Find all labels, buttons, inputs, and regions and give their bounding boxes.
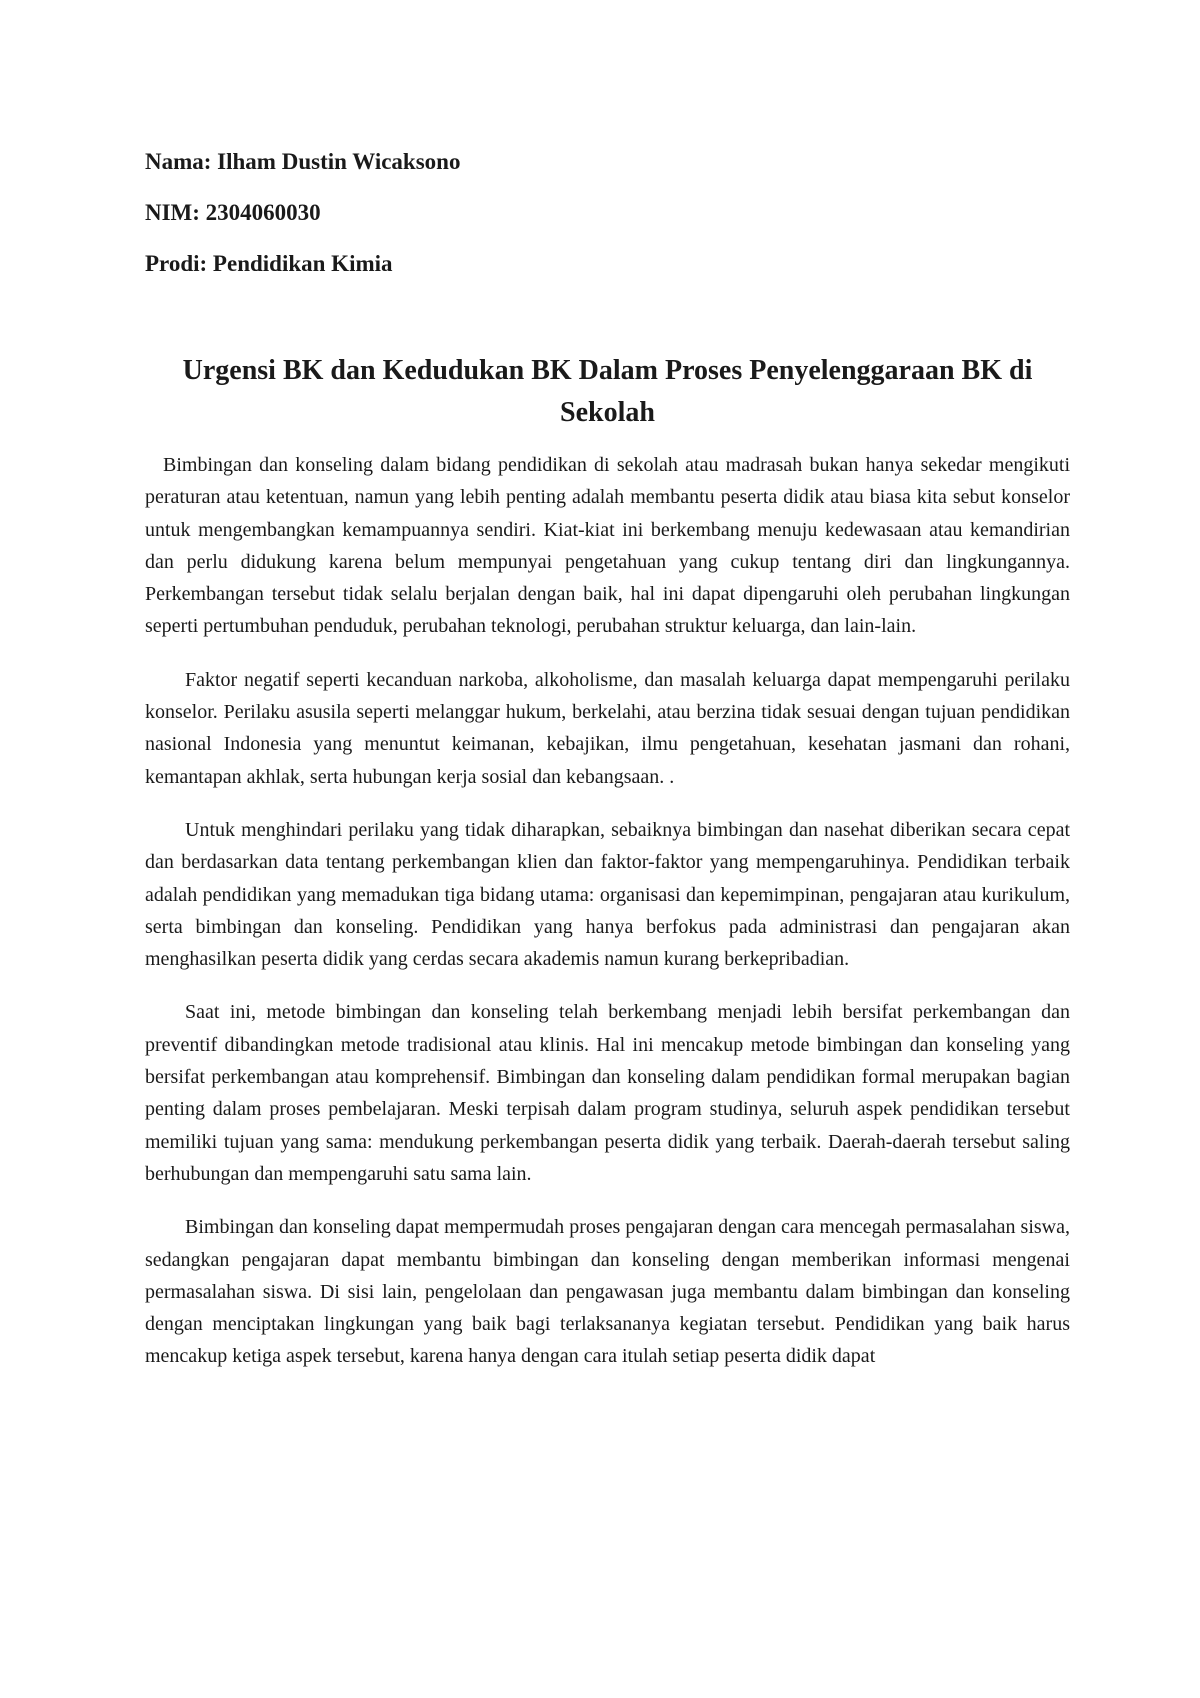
student-name: Nama: Ilham Dustin Wicaksono — [145, 149, 461, 174]
document-body — [145, 449, 1070, 1373]
student-prodi: Prodi: Pendidikan Kimia — [145, 251, 393, 276]
paragraph-4: Saat ini, metode bimbingan dan konseling telah berkembang menjadi lebih bersifat perkembangan dan preventif dibandingkan metode tradisional atau klinis. Hal ini mencakup metode bimbingan dan konseling yang bersifat perkembangan atau komprehensif. Bimbingan dan konseling dalam pendidikan formal merupakan bagian penting dalam proses pembelajaran. Meski terpisah dalam program studinya, seluruh aspek pendidikan tersebut memiliki tujuan yang sama: mendukung perkembangan peserta didik yang terbaik. Daerah-daerah tersebut saling berhubungan dan mempengaruhi satu sama lain. — [145, 1001, 1070, 1185]
paragraph-3: Untuk menghindari perilaku yang tidak diharapkan, sebaiknya bimbingan dan nasehat diberikan secara cepat dan berdasarkan data tentang perkembangan klien dan faktor-faktor yang mempengaruhinya. Pendidikan terbaik adalah pendidikan yang memadukan tiga bidang utama: organisasi dan kepemimpinan, pengajaran atau kurikulum, serta bimbingan dan konseling. Pendidikan yang hanya berfokus pada administrasi dan pengajaran akan menghasilkan peserta didik yang cerdas secara akademis namun kurang berkepribadian. — [145, 818, 1070, 971]
student-info — [145, 148, 1045, 301]
student-nim: NIM: 2304060030 — [145, 200, 321, 225]
paragraph-2: Faktor negatif seperti kecanduan narkoba, alkoholisme, dan masalah keluarga dapat mempengaruhi perilaku konselor. Perilaku asusila seperti melanggar hukum, berkelahi, atau berzina tidak sesuai dengan tujuan pendidikan nasional Indonesia yang menuntut keimanan, kebajikan, ilmu pengetahuan, kesehatan jasmani dan rohani, kemantapan akhlak, serta hubungan kerja sosial dan kebangsaan. . — [145, 668, 1070, 788]
paragraph-5: Bimbingan dan konseling dapat mempermudah proses pengajaran dengan cara mencegah permasalahan siswa, sedangkan pengajaran dapat membantu bimbingan dan konseling dengan memberikan informasi mengenai permasalahan siswa. Di sisi lain, pengelolaan dan pengawasan juga membantu dalam bimbingan dan konseling dengan menciptakan lingkungan yang baik bagi terlaksananya kegiatan tersebut. Pendidikan yang baik harus mencakup ketiga aspek tersebut, karena hanya dengan cara itulah setiap peserta didik dapat — [145, 1216, 1070, 1368]
paragraph-1: Bimbingan dan konseling dalam bidang pendidikan di sekolah atau madrasah bukan hanya sekedar mengikuti peraturan atau ketentuan, namun yang lebih penting adalah membantu peserta didik atau biasa kita sebut konselor untuk mengembangkan kemampuannya sendiri. Kiat-kiat ini berkembang menuju kedewasaan atau kemandirian dan perlu didukung karena belum mempunyai pengetahuan yang cukup tentang diri dan lingkungannya. Perkembangan tersebut tidak selalu berjalan dengan baik, hal ini dapat dipengaruhi oleh perubahan lingkungan seperti pertumbuhan penduduk, perubahan teknologi, perubahan struktur keluarga, dan lain-lain. — [145, 454, 1070, 638]
document-title: Urgensi BK dan Kedudukan BK Dalam Proses Penyelenggaraan BK di Sekolah — [182, 355, 1033, 428]
